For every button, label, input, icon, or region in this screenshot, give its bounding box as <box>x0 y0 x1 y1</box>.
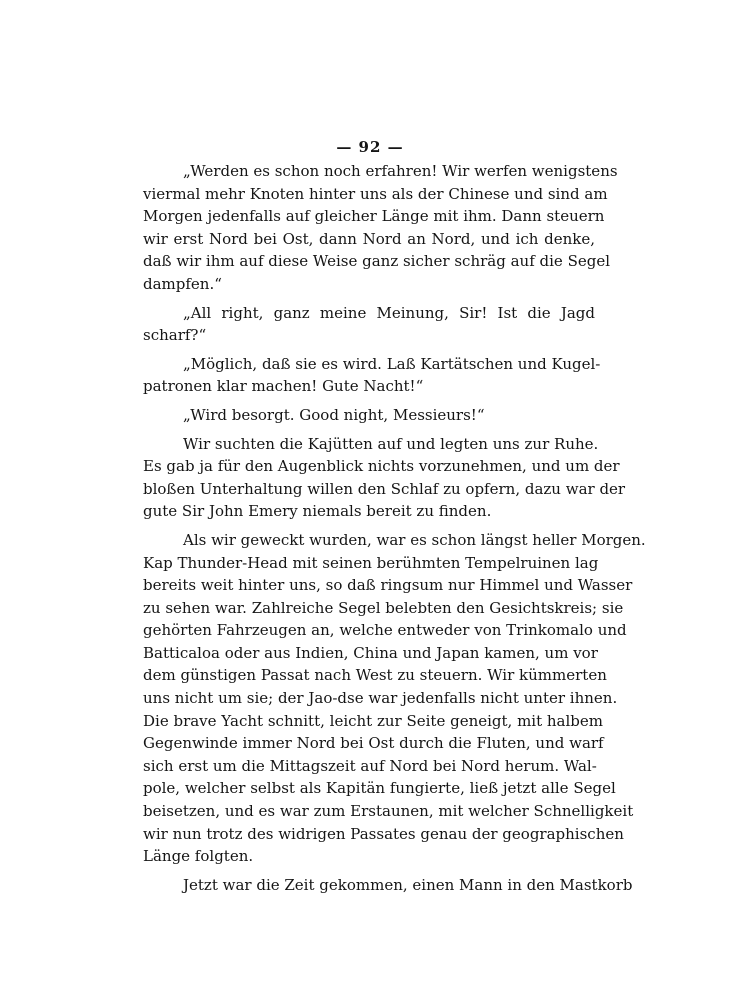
text-line: beisetzen, und es war zum Erstaunen, mit welcher Schnelligkeit <box>143 802 634 821</box>
text-line: dem günstigen Passat nach West zu steuern. Wir kümmerten <box>143 666 607 685</box>
text-line: bereits weit hinter uns, so daß ringsum nur Himmel und Wasser <box>143 576 633 595</box>
text-line: wir nun trotz des widrigen Passates genau der geographischen <box>143 824 624 843</box>
text-line: scharf?“ <box>143 326 207 345</box>
text-line: sich erst um die Mittagszeit auf Nord bei Nord herum. Wal- <box>143 756 597 775</box>
text-line: gute Sir John Emery niemals bereit zu finden. <box>143 502 492 521</box>
paragraph <box>143 529 646 868</box>
paragraph <box>143 353 601 398</box>
text-line: Kap Thunder-Head mit seinen berühmten Tempelruinen lag <box>143 553 599 572</box>
text-line: Die brave Yacht schnitt, leicht zur Seite geneigt, mit halbem <box>143 711 604 730</box>
text-line: Jetzt war die Zeit gekommen, einen Mann in den Mastkorb <box>183 875 633 894</box>
text-line: patronen klar machen! Gute Nacht!“ <box>143 377 424 396</box>
text-line: viermal mehr Knoten hinter uns als der Chinese und sind am <box>143 184 608 203</box>
paragraph <box>143 433 626 523</box>
text-line: bloßen Unterhaltung willen den Schlaf zu opfern, dazu war der <box>143 479 626 498</box>
text-line: „Wird besorgt. Good night, Messieurs!“ <box>183 405 485 424</box>
text-line: Batticaloa oder aus Indien, China und Japan kamen, um vor <box>143 643 598 662</box>
text-line: Wir suchten die Kajütten auf und legten uns zur Ruhe. <box>183 434 599 453</box>
paragraph <box>143 874 633 897</box>
paragraph <box>143 404 595 427</box>
text-line: pole, welcher selbst als Kapitän fungierte, ließ jetzt alle Segel <box>143 779 616 798</box>
page-number: — 92 — <box>336 138 404 156</box>
paragraph <box>143 302 595 347</box>
text-line: Morgen jedenfalls auf gleicher Länge mit ihm. Dann steuern <box>143 207 605 226</box>
text-line: „All right, ganz meine Meinung, Sir! Ist die Jagd <box>183 303 595 322</box>
text-line: uns nicht um sie; der Jao-dse war jedenfalls nicht unter ihnen. <box>143 689 618 708</box>
text-line: zu sehen war. Zahlreiche Segel belebten den Gesichtskreis; sie <box>143 598 624 617</box>
text-line: „Möglich, daß sie es wird. Laß Kartätschen und Kugel- <box>183 354 601 373</box>
text-line: gehörten Fahrzeugen an, welche entweder von Trinkomalo und <box>143 621 627 640</box>
paragraph <box>143 160 618 296</box>
body-text <box>143 160 646 896</box>
text-line: Länge folgten. <box>143 847 254 866</box>
text-line: wir erst Nord bei Ost, dann Nord an Nord, und ich denke, <box>143 229 595 248</box>
text-line: Es gab ja für den Augenblick nichts vorzunehmen, und um der <box>143 457 620 476</box>
text-line: „Werden es schon noch erfahren! Wir werfen wenigstens <box>183 162 618 180</box>
text-line: dampfen.“ <box>143 274 222 293</box>
text-line: Gegenwinde immer Nord bei Ost durch die Fluten, und warf <box>143 734 604 753</box>
text-line: daß wir ihm auf diese Weise ganz sicher schräg auf die Segel <box>143 252 610 271</box>
text-line: Als wir geweckt wurden, war es schon längst heller Morgen. <box>183 530 646 549</box>
